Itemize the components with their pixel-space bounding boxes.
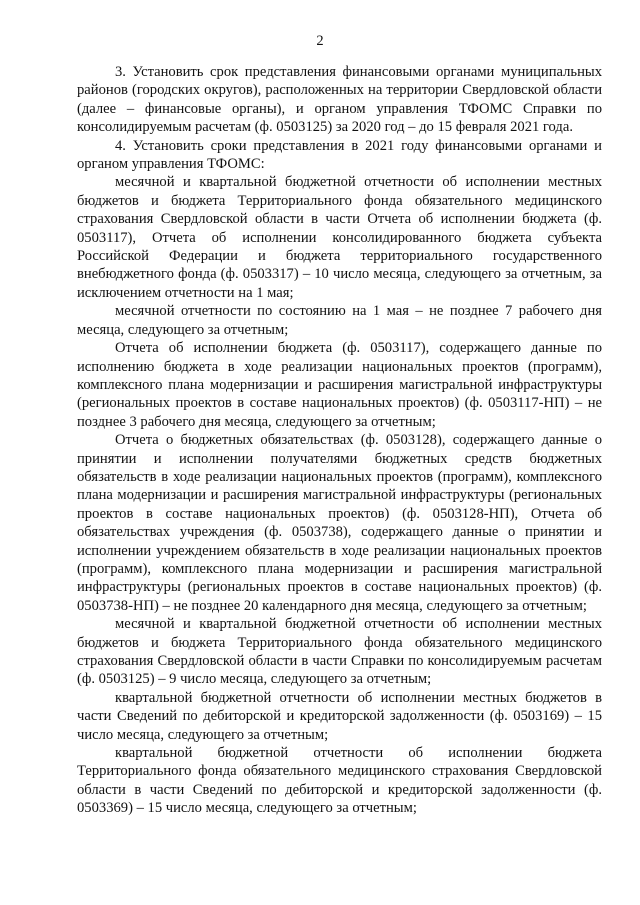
paragraph-report-0503125: месячной и квартальной бюджетной отчетности об исполнении местных бюджетов и бюджета Территориального фонда обязательного медицинского страхования Свердловской области в части Справки по консолидируемым расчетам (ф. 0503125) – 9 число месяца, следующего за отчетным; bbox=[77, 616, 602, 688]
paragraph-item-3: 3. Установить срок представления финансовыми органами муниципальных районов (городских округов), расположенных на территории Свердловской области (далее – финансовые органы), и органом управления ТФОМС Справки по консолидируемым расчетам (ф. 0503125) за 2020 год – до 15 февраля 2021 года. bbox=[77, 64, 602, 136]
document-body bbox=[77, 63, 602, 818]
paragraph-may-reporting: месячной отчетности по состоянию на 1 мая – не позднее 7 рабочего дня месяца, следующего за отчетным; bbox=[77, 303, 602, 338]
paragraph-report-0503169: квартальной бюджетной отчетности об исполнении местных бюджетов в части Сведений по дебиторской и кредиторской задолженности (ф. 0503169) – 15 число месяца, следующего за отчетным; bbox=[77, 689, 602, 743]
paragraph-item-4: 4. Установить сроки представления в 2021 году финансовыми органами и органом управления ТФОМС: bbox=[77, 137, 602, 173]
paragraph-report-0503117-np: Отчета об исполнении бюджета (ф. 0503117), содержащего данные по исполнению бюджета в ходе реализации национальных проектов (программ), комплексного плана модернизации и расширения магистральной инфраструктуры (региональных проектов в составе национальных проектов) (ф. 0503117-НП) – не позднее 3 рабочего дня месяца, следующего за отчетным; bbox=[77, 340, 602, 430]
paragraph-monthly-quarterly-reporting: месячной и квартальной бюджетной отчетности об исполнении местных бюджетов и бюджета Территориального фонда обязательного медицинского страхования Свердловской области в части Отчета об исполнении бюджета (ф. 0503117), Отчета об исполнении консолидированного бюджета субъекта Российской Федерации и бюджета территориального государственного внебюджетного фонда (ф. 0503317) – 10 число месяца, следующего за отчетным, за исключением отчетности на 1 мая; bbox=[77, 174, 602, 301]
paragraph-report-0503128-np: Отчета о бюджетных обязательствах (ф. 0503128), содержащего данные о принятии и исполнении получателями бюджетных средств бюджетных обязательств в ходе реализации национальных проектов (программ), комплексного плана модернизации и расширения магистральной инфраструктуры (региональных проектов в составе национальных проектов) (ф. 0503128-НП), Отчета об обязательствах учреждения (ф. 0503738), содержащего данные о принятии и исполнении учреждением обязательств в ходе реализации национальных проектов (программ), комплексного плана модернизации и расширения магистральной инфраструктуры (региональных проектов в составе национальных проектов) (ф. 0503738-НП) – не позднее 20 календарного дня месяца, следующего за отчетным; bbox=[77, 432, 602, 614]
page-number: 2 bbox=[316, 33, 324, 49]
paragraph-report-0503369: квартальной бюджетной отчетности об исполнении бюджета Территориального фонда обязательного медицинского страхования Свердловской области в части Сведений по дебиторской и кредиторской задолженности (ф. 0503369) – 15 число месяца, следующего за отчетным; bbox=[77, 745, 602, 817]
